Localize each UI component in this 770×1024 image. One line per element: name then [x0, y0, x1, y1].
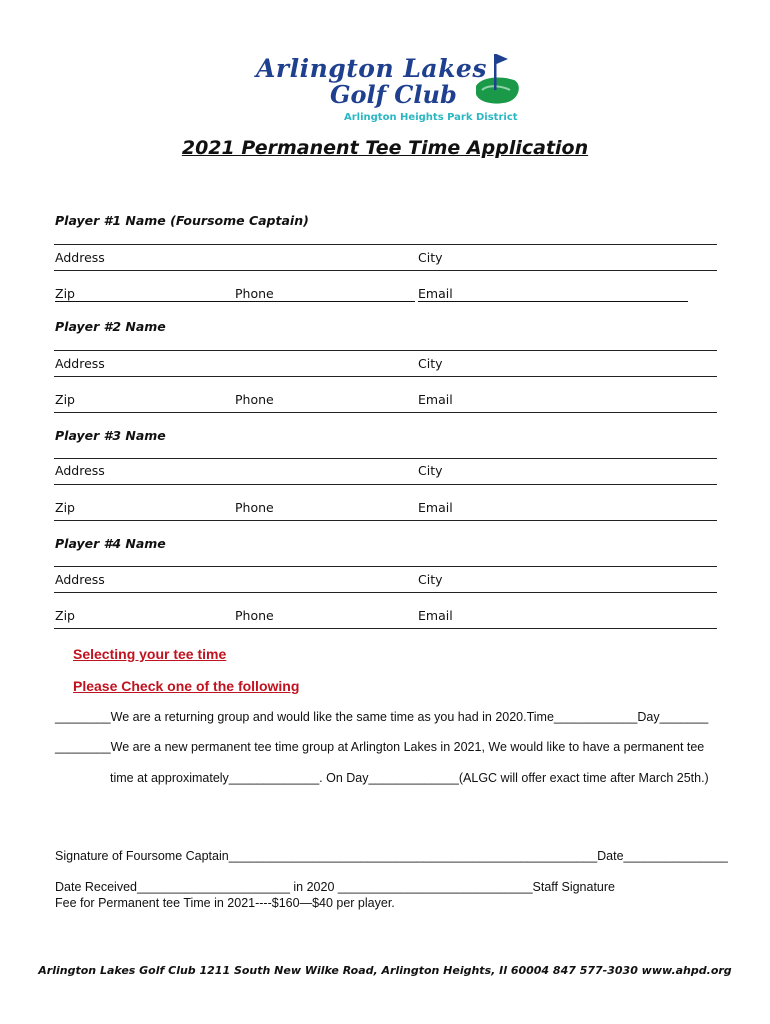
option-returning-group[interactable]: ________We are a returning group and would like the same time as you had in 2020.Time____________Day_______: [55, 710, 709, 724]
player1-city-label: City: [418, 250, 443, 265]
logo: [250, 50, 525, 128]
divider: [54, 244, 717, 245]
player2-heading: Player #2 Name: [55, 319, 166, 334]
divider: [54, 628, 717, 629]
signature-line: Signature of Foursome Captain_____________________________________________________Date_______________: [55, 849, 728, 863]
logo-line2: Golf Club: [330, 80, 457, 109]
divider: [54, 592, 717, 593]
player3-address-label: Address: [55, 463, 105, 478]
divider: [54, 520, 717, 521]
logo-subtitle: Arlington Heights Park District: [344, 112, 518, 123]
fee-line: Fee for Permanent tee Time in 2021----$160—$40 per player.: [55, 896, 395, 910]
player2-email-label: Email: [418, 392, 453, 407]
player1-heading: Player #1 Name (Foursome Captain): [55, 213, 309, 228]
option-new-group[interactable]: ________We are a new permanent tee time group at Arlington Lakes in 2021, We would like to have a permanent tee: [55, 740, 705, 754]
player4-email-label: Email: [418, 608, 453, 623]
player2-phone-label: Phone: [235, 392, 274, 407]
option-new-group-line2: time at approximately_____________. On Day_____________(ALGC will offer exact time after March 25th.): [110, 771, 709, 785]
player1-phone-label: Phone: [235, 286, 415, 302]
player4-heading: Player #4 Name: [55, 536, 166, 551]
player2-zip-label: Zip: [55, 392, 75, 407]
player1-email-label: Email: [418, 286, 688, 302]
page-title: 2021 Permanent Tee Time Application: [181, 137, 589, 159]
divider: [54, 270, 717, 271]
golf-flag-icon: [472, 50, 524, 108]
player4-phone-label: Phone: [235, 608, 274, 623]
divider: [54, 458, 717, 459]
player3-phone-label: Phone: [235, 500, 274, 515]
divider: [54, 350, 717, 351]
player4-address-label: Address: [55, 572, 105, 587]
player4-city-label: City: [418, 572, 443, 587]
player3-heading: Player #3 Name: [55, 428, 166, 443]
player3-city-label: City: [418, 463, 443, 478]
player3-email-label: Email: [418, 500, 453, 515]
divider: [54, 566, 717, 567]
player2-address-label: Address: [55, 356, 105, 371]
player2-city-label: City: [418, 356, 443, 371]
divider: [54, 376, 717, 377]
player1-address-label: Address: [55, 250, 105, 265]
check-heading: Please Check one of the following: [73, 678, 300, 694]
footer: Arlington Lakes Golf Club 1211 South New Wilke Road, Arlington Heights, Il 60004 847 577-3030 www.ahpd.org: [38, 964, 732, 977]
divider: [54, 412, 717, 413]
player1-zip-label: Zip: [55, 286, 235, 302]
selecting-heading: Selecting your tee time: [73, 646, 227, 662]
divider: [54, 484, 717, 485]
player4-zip-label: Zip: [55, 608, 75, 623]
date-received-line: Date Received______________________ in 2020 ____________________________Staff Signature: [55, 880, 616, 894]
logo-line1: Arlington Lakes: [256, 54, 487, 83]
player3-zip-label: Zip: [55, 500, 75, 515]
